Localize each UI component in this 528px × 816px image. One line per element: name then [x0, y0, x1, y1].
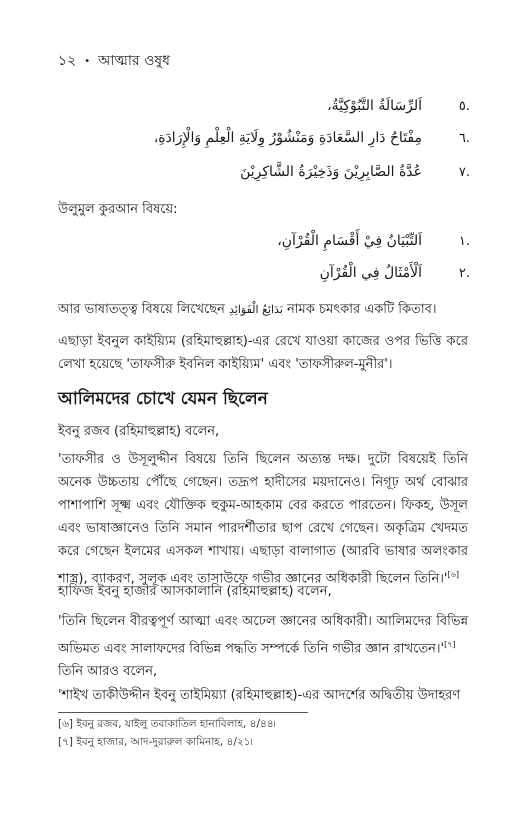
book-title: আত্মার ওষুধ [98, 53, 170, 69]
also-said: তিনি আরও বলেন, [58, 664, 158, 679]
arabic-item-number: ٥. [458, 99, 470, 114]
section-heading: আলিমদের চোখে যেমন ছিলেন [58, 389, 268, 409]
ulum-label: উলুমুল কুরআন বিষয়ে: [58, 202, 178, 217]
rajab-quote [58, 448, 468, 590]
arabic-item-number: ٢. [458, 266, 470, 281]
arabic-list-item [70, 164, 470, 180]
tafsir-paragraph: এছাড়া ইবনুল কাইয়্যিম (রহিমাহুল্লাহ)-এর রেখে যাওয়া কাজের ওপর ভিত্তি করে লেখা হয়েছে 'তাফসীরু ইবনিল কাইয়্যিম' এবং 'তাফসীরুল-মুনীর'। [58, 334, 468, 372]
arabic-item-number: ١. [458, 234, 470, 249]
hajar-intro: হাফিজ ইবনু হাজার আসকালানি (রহিমাহুল্লাহ) বলেন, [58, 584, 332, 599]
footnote-ref-6: [৬] [447, 570, 459, 579]
footnote-divider [58, 712, 308, 713]
arabic-list-item [70, 130, 470, 146]
footnote-6: [৬] ইবনু রজব, যাইলু তবাকাতিল হানাবিলাহ, ৪/৪৪৷ [58, 718, 276, 730]
arabic-item-number: ٦. [458, 131, 470, 146]
arabic-item-text: اَلْأَمْثَالُ فِي الْقُرْآنِ [319, 265, 422, 281]
language-text-before: আর ভাষাতত্ত্ব বিষয়ে লিখেছেন [58, 302, 230, 317]
language-text-after: নামক চমৎকার একটি কিতাব। [282, 302, 437, 317]
language-paragraph [58, 298, 468, 321]
rajab-intro: ইবনু রজব (রহিমাহুল্লাহ) বলেন, [58, 424, 220, 439]
taymiyya-line: 'শাইখ তাকীউদ্দীন ইবনু তাইমিয়্যা (রহিমাহুল্লাহ)-এর আদর্শের অদ্বিতীয় উদাহরণ [58, 688, 461, 703]
running-header [58, 49, 170, 73]
hajar-quote-text: 'তিনি ছিলেন বীরত্বপূর্ণ আত্মা এবং অঢেল জ্ঞানের অধিকারী। আলিমদের বিভিন্ন অভিমত এবং সালাফদের বিভিন্ন পদ্ধতি সম্পর্কে তিনি গভীর জ্ঞান রাখতেন।' [58, 614, 468, 657]
arabic-item-text: اَلتِّبْيَانُ فِيْ أَقْسَامِ الْقُرْآنِ، [277, 233, 422, 249]
page-number: ১২ [58, 53, 77, 69]
header-bullet: • [84, 55, 91, 67]
arabic-item-text: مِفْتَاحُ دَارِ السَّعَادَةِ وَمَنْشُوْرُ وِلَايَةِ الْعِلْمِ وَالْإِرَادَةِ، [153, 130, 422, 146]
inline-arabic-title: بَدَائِعُ الْفَوَائِدِ [229, 303, 283, 316]
arabic-item-text: اَلرِّسَالَةُ التَّبُوْكِيَّةُ، [327, 98, 422, 114]
arabic-list-item [70, 265, 470, 281]
arabic-list-item [70, 98, 470, 114]
hajar-quote [58, 610, 468, 660]
rajab-quote-text: 'তাফসীর ও উসূলুদ্দীন বিষয়ে তিনি ছিলেন অত্যন্ত দক্ষ। দুটো বিষয়েই তিনি অনেক উচ্চতায় পৌঁছে গেছেন। তদ্রূপ হাদীসের ময়দানেও। নিগূঢ় অর্থ বোঝার পাশাপাশি সূক্ষ্ম এবং যৌক্তিক হুকুম-আহকাম বের করতে পারতেন। ফিকহ, উসূল এবং ভাষাজ্ঞানেও তিনি সমান পারদর্শীতার ছাপ রেখে গেছেন। অকৃত্রিম খেদমত করে গেছেন ইলমের এসকল শাখায়। এছাড়া বালাগাত (আরবি ভাষার অলংকার শাস্ত্র), ব্যাকরণ, সুলূক এবং তাসাউফে গভীর জ্ঞানের অধিকারী ছিলেন তিনি।' [58, 452, 468, 587]
arabic-list-item [70, 233, 470, 249]
footnote-7: [৭] ইবনু হাজার, আদ-দুরারুল কামিনাহ, ৪/২১৷ [58, 736, 253, 748]
arabic-item-number: ٧. [458, 165, 470, 180]
arabic-item-text: عُدَّةُ الصَّابِرِيْنَ وَذَخِيْرَةُ الشَّاكِرِيْنَ [240, 164, 422, 180]
footnote-ref-7: [৭] [444, 640, 456, 649]
